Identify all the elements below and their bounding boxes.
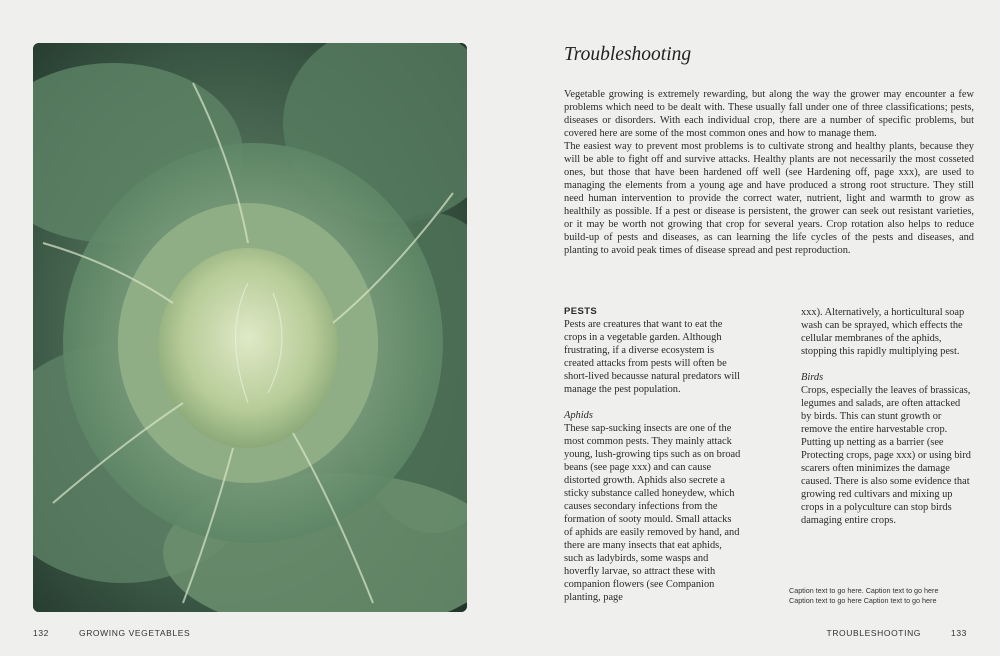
caption-line-2: Caption text to go here Caption text to go here [789,596,937,605]
left-folio [33,628,190,638]
left-section-name: GROWING VEGETABLES [78,628,191,638]
right-folio [827,628,967,638]
column-right [801,306,973,527]
cabbage-illustration [33,43,467,612]
birds-paragraph: Crops, especially the leaves of brassicas, legumes and salads, are often attacked by birds. This can stunt growth or remove the entire harvestable crop. Putting up netting as a barrier (see Protecting crops, page xxx) or using bird scarers often minimizes the damage caused. There is also some evidence that growing red cultivars and mixing up crops in a polyculture can stop birds damaging entire crops. [801,385,971,526]
intro-paragraph-1: Vegetable growing is extremely rewarding, but along the way the grower may encounter a few problems which need to be dealt with. These usually fall under one of three classifications; pests, diseases or disorders. With each individual crop, there are a number of specific problems, but covered here are some of the most common ones and how to manage them. [564,89,974,139]
intro-paragraph-2: The easiest way to prevent most problems is to cultivate strong and healthy plants, because they will be able to fight off and survive attacks. Healthy plants are not necessarily the most cosseted ones, but those that have been hardened off well (see Hardening off, page xxx), are used to managing the elements from a young age and have produced a strong root structure. They still need human intervention to provide the correct water, nutrient, light and warmth to grow as healthily as possible. If a pest or disease is persistent, the grower can seek out resistant varieties, or it may be worth not growing that crop for several years. Crop rotation also helps to reduce build-up of pests and diseases, as can learning the life cycles of the pests and diseases, and planting to avoid peak times of disease spread and pest reproduction. [564,141,974,256]
pests-paragraph: Pests are creatures that want to eat the crops in a vegetable garden. Although frustrating, if a diverse ecosystem is created attacks from pests will often be short-lived becausse natural predators will manage the pest population. [564,319,741,395]
left-page-number: 132 [33,628,49,638]
pests-heading: PESTS [564,306,598,317]
column-left [564,306,742,604]
page-title: Troubleshooting [564,44,692,65]
aphids-paragraph: These sap-sucking insects are one of the most common pests. They mainly attack young, lush-growing tips such as on broad beans (see page xxx) and can cause distorted growth. Aphids also secrete a sticky substance called honeydew, which causes secondary infections from the formation of sooty mould. Small attacks of aphids are easily removed by hand, and there are many insects that eat aphids, such as ladybirds, some wasps and hoverfly larvae, so attract these with companion flowers (see Companion planting, page [564,423,741,603]
photo-caption [789,586,969,606]
right-section-name: TROUBLESHOOTING [826,628,922,638]
birds-heading: Birds [801,372,824,383]
caption-line-1: Caption text to go here. Caption text to go here [789,586,939,595]
cabbage-photo [33,43,467,612]
aphids-heading: Aphids [564,410,593,421]
intro-text [564,88,974,257]
aphids-continued: xxx). Alternatively, a horticultural soap wash can be sprayed, which effects the cellular membranes of the aphids, stopping this rapidly multiplying pest. [801,307,965,357]
right-page [500,0,1000,656]
right-page-number: 133 [951,628,967,638]
